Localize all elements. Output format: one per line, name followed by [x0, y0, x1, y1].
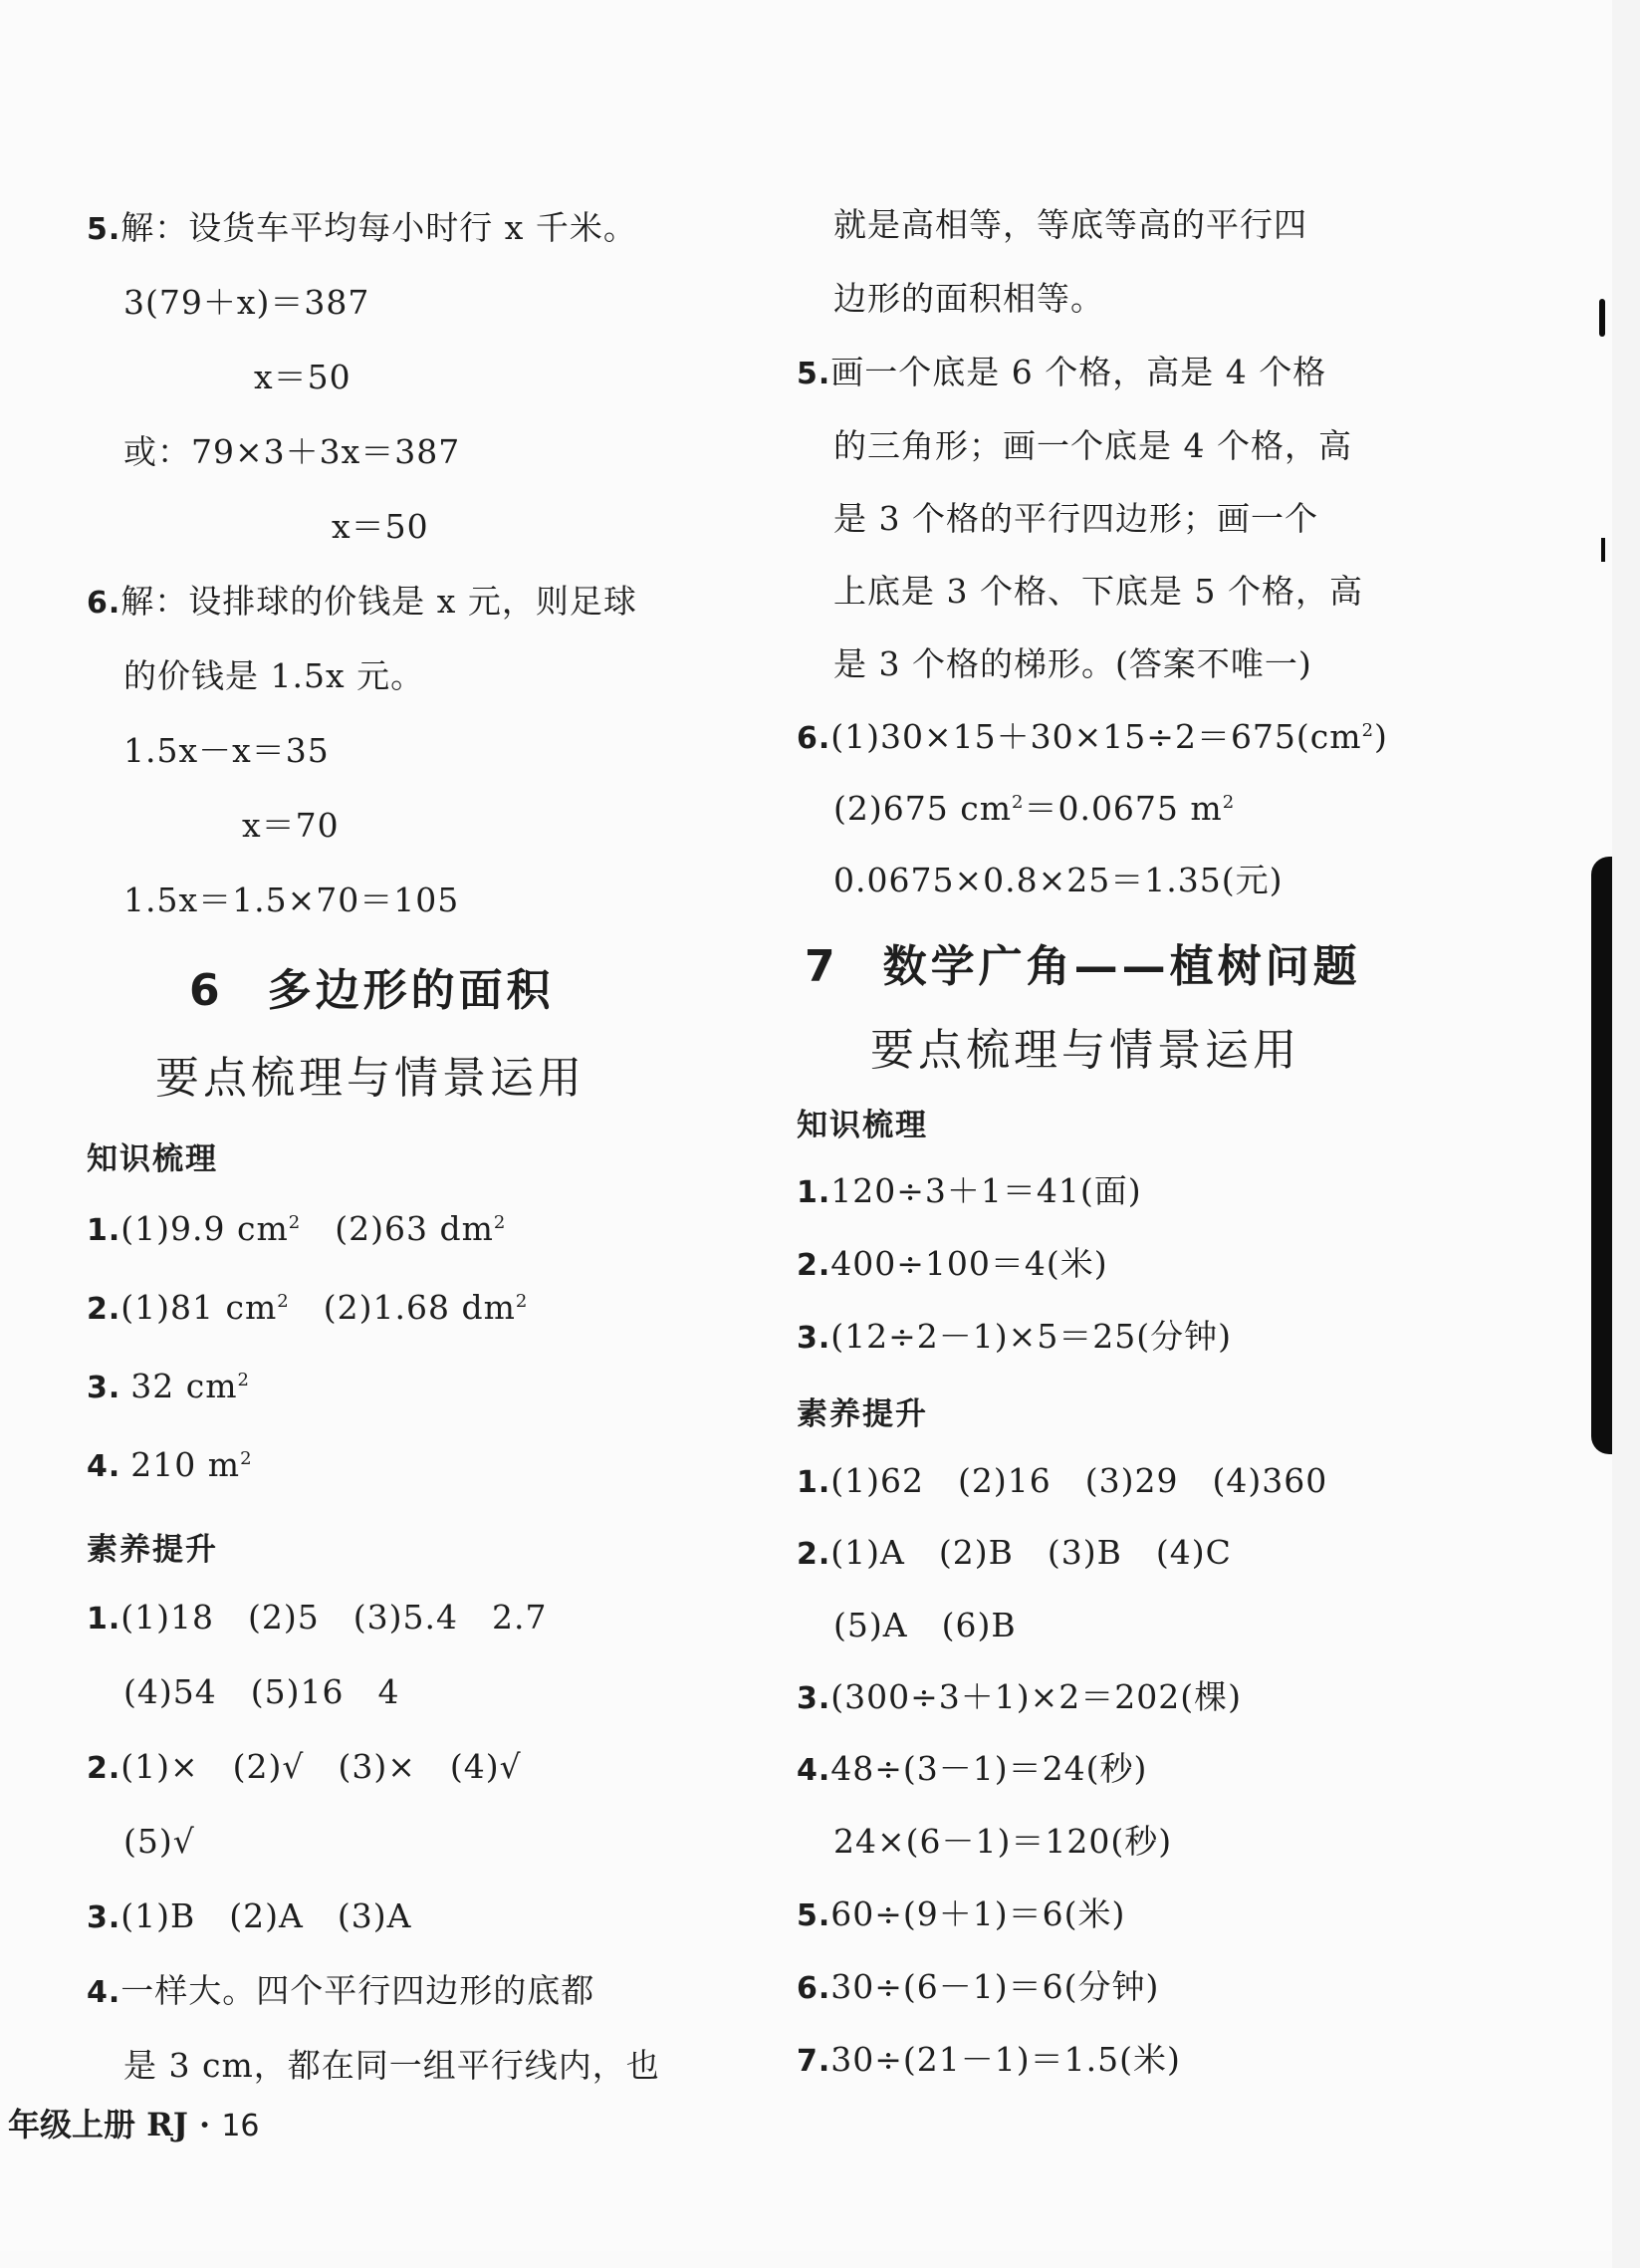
- equation: 1.5x＝1.5×70＝105: [123, 881, 460, 919]
- text-line: 上底是 3 个格、下底是 5 个格，高: [833, 572, 1363, 611]
- scan-edge: [1612, 0, 1640, 2268]
- answer-line: (4)54 (5)16 4: [123, 1672, 400, 1711]
- scan-shadow: [1601, 538, 1605, 562]
- chapter-heading: 6 多边形的面积: [189, 965, 555, 1016]
- answer-6: 6.解：设排球的价钱是 x 元，则足球: [87, 582, 637, 621]
- equation: x＝50: [332, 507, 429, 546]
- text-line: 是 3 个格的平行四边形；画一个: [833, 499, 1318, 538]
- equation: 或：79×3＋3x＝387: [123, 432, 461, 471]
- answer-line: 3.(1)B (2)A (3)A: [87, 1896, 412, 1935]
- answer-line: 7.30÷(21－1)＝1.5(米): [797, 2040, 1181, 2079]
- scan-shadow: [1591, 857, 1613, 1454]
- subheading: 知识梳理: [797, 1108, 928, 1143]
- answer-6: $6.(1)30\times 15+30\times 15\div 2=675(cm^2)$: [797, 717, 1388, 756]
- answer-line: 1.120÷3＋1＝41(面): [797, 1171, 1142, 1210]
- subheading: 素养提升: [87, 1532, 218, 1568]
- equation: 0.0675×0.8×25＝1.35(元): [833, 861, 1284, 899]
- answer-line: 2.(1)× (2)√ (3)× (4)√: [87, 1747, 522, 1786]
- equation: (2)675 $cm^2=0.0675$ $m^2$: [833, 789, 1236, 828]
- subheading: 素养提升: [797, 1396, 928, 1432]
- scan-shadow: [1599, 299, 1605, 337]
- equation: 3(79＋x)＝387: [123, 283, 370, 322]
- text-line: 边形的面积相等。: [833, 279, 1104, 318]
- page-footer: 年级上册 RJ · 16: [8, 2106, 260, 2143]
- equation: x＝70: [242, 806, 340, 845]
- answer-line: 4.48÷(3－1)＝24(秒): [797, 1749, 1148, 1788]
- answer-line: 3.(300÷3＋1)×2＝202(棵): [797, 1677, 1243, 1716]
- answer-line: 2.(1)81 $cm^2$ (2)1.68 $dm^2$: [87, 1288, 529, 1327]
- answer-line: 4.一样大。四个平行四边形的底都: [87, 1971, 595, 2010]
- answer-line: (5)√: [123, 1822, 195, 1861]
- answer-line: 3.(12÷2－1)×5＝25(分钟): [797, 1317, 1233, 1356]
- answer-line: 24×(6－1)＝120(秒): [833, 1822, 1173, 1861]
- answer-line: 2.400÷100＝4(米): [797, 1244, 1108, 1283]
- answer-line: 6.30÷(6－1)＝6(分钟): [797, 1967, 1160, 2006]
- answer-line: 1.(1)18 (2)5 (3)5.4 2.7: [87, 1598, 548, 1637]
- answer-line: (5)A (6)B: [833, 1606, 1017, 1644]
- answer-line: 4. 210 $m^2$: [87, 1445, 253, 1484]
- subheading: 知识梳理: [87, 1141, 218, 1177]
- equation: x＝50: [254, 358, 351, 396]
- answer-line: 3. 32 $cm^2$: [87, 1367, 250, 1405]
- answer-5: 5.解：设货车平均每小时行 x 千米。: [87, 208, 637, 247]
- section-title: 要点梳理与情景运用: [155, 1053, 586, 1104]
- answer-5: 5.画一个底是 6 个格，高是 4 个格: [797, 353, 1327, 391]
- section-title: 要点梳理与情景运用: [870, 1025, 1300, 1076]
- answer-line: 2.(1)A (2)B (3)B (4)C: [797, 1533, 1232, 1572]
- text-line: 就是高相等，等底等高的平行四: [833, 205, 1307, 244]
- answer-line: 1.(1)9.9 $cm^2$ (2)63 $dm^2$: [87, 1209, 507, 1248]
- equation: 1.5x－x＝35: [123, 731, 330, 770]
- answer-line: 1.(1)62 (2)16 (3)29 (4)360: [797, 1461, 1328, 1500]
- answer-line: 是 3 cm，都在同一组平行线内，也: [123, 2046, 660, 2085]
- answer-line: 5.60÷(9＋1)＝6(米): [797, 1894, 1126, 1933]
- text-line: 的三角形；画一个底是 4 个格，高: [833, 426, 1352, 465]
- text-line: 的价钱是 1.5x 元。: [123, 656, 425, 695]
- text-line: 是 3 个格的梯形。(答案不唯一): [833, 644, 1312, 683]
- chapter-heading: 7 数学广角——植树问题: [805, 941, 1361, 992]
